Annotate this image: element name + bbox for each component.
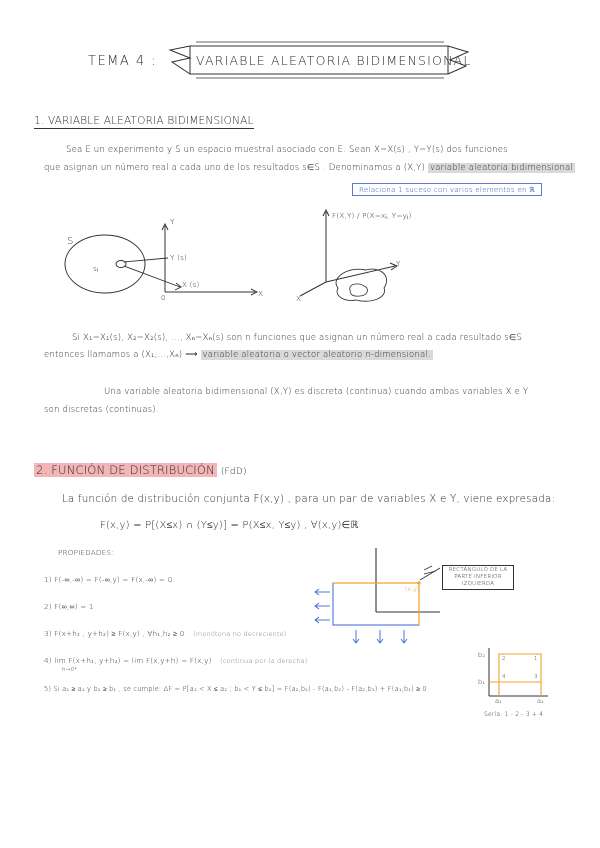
fig4-b2: b₂ [478,651,486,659]
fig4-a1: a₁ [495,697,502,705]
prop-4-note: (continua por la derecha) [220,657,308,665]
section2-heading-suffix: (FdD) [220,467,247,477]
fig4-b1: b₁ [478,678,486,686]
page-title: VARIABLE ALEATORIA BIDIMENSIONAL [196,53,472,68]
fig4-a2: a₂ [537,697,544,705]
fig2-label: F(X,Y) / P(X=xᵢ, Y=yⱼ) [332,211,412,220]
prop-5: 5) Si a₂ ≥ a₁ y b₂ ≥ b₁ , se cumple: ΔF = P[a₁ < X ≤ a₂ ; b₁ < Y ≤ b₂] = F(a₂,b₂) - F(a₁,b₂) - F(a₂,b₁) + F(a₁,b₁) ≥ 0 [44,685,427,693]
s2-formula: F(x,y) = P[(X≤x) ∩ (Y≤y)] = P(X≤x, Y≤y) , ∀(x,y)∈ℝ [100,520,359,531]
s1-para3-line1: Una variable aleatoria bidimensional (X,Y) es discreta (continua) cuando ambas variables X e Y [104,387,529,397]
s1-highlight-vector-aleatorio: variable aleatoria o vector aleatorio n-dimensional. [202,350,431,360]
s1-para2-line1: Si X₁=X₁(s), X₂=X₂(s), ..., Xₙ=Xₙ(s) son n funciones que asignan un número real a cada resultado s∈S [72,333,523,343]
fig2-y-axis: Y [396,259,401,268]
prop-4-text: 4) lim F(x+h₁, y+h₂) = lim F(x,y+h) = F(x,y) [44,656,212,665]
fig1-y-axis: Y [170,217,175,226]
fig1-si-label: sᵢ [93,264,99,273]
prop-2: 2) F(∞,∞) = 1 [44,602,94,611]
fig4-n4: 4 [502,674,506,680]
tema-label: TEMA 4 : [88,54,158,69]
fig4-n1: 1 [534,656,538,662]
s1-para1-line1: Sea E un experimento y S un espacio muestral asociado con E. Sean X=X(s) , Y=Y(s) dos funciones [66,145,508,155]
fig4-caption: Sería: 1 - 2 - 3 + 4 [484,711,544,718]
fig2-x-axis: X [296,294,302,303]
s1-para1-line2-text: que asignan un número real a cada uno de los resultados s∈S . Denominamos a (X,Y) [44,163,426,173]
prop-3-text: 3) F(x+h₁ , y+h₂) ≥ F(x,y) , ∀h₁,h₂ ≥ 0 [44,629,185,638]
s1-para2-line2-text: entonces llamamos a (X₁,...,Xₙ) ⟶ [44,350,198,360]
fig1-xs-label: X (s) [182,280,200,289]
prop-1: 1) F(-∞,-∞) = F(-∞,y) = F(x,-∞) = 0 [44,575,173,584]
fig3-point-label: (x,y) [405,586,420,593]
fig3-box-label-text: RECTÁNGULO DE LA PARTE INFERIOR IZQUIERDA [448,567,508,587]
prop-3-note: (monótona no decreciente) [193,630,287,638]
s1-note-box: Relaciona 1 suceso con varios elementos en ℝ [352,183,542,196]
prop-4-sub: h→0⁺ [62,667,78,673]
section2-heading-text: 2. FUNCIÓN DE DISTRIBUCIÓN [36,463,215,477]
fig4-n2: 2 [502,656,506,662]
fig1-x-axis: X [258,289,264,298]
fig1-origin: 0 [161,293,166,302]
props-title: PROPIEDADES: [58,548,114,557]
s1-highlight-va-bidimensional: variable aleatoria bidimensional [429,163,574,173]
section1-heading-text: 1. VARIABLE ALEATORIA BIDIMENSIONAL [34,115,254,127]
s1-para3-line2: son discretas (continuas). [44,405,159,415]
fig4-n3: 3 [534,674,538,680]
s2-intro: La función de distribución conjunta F(x,y) , para un par de variables X e Y, viene expresada: [62,493,556,505]
fig1-s-label: S [67,236,74,247]
fig1-ys-label: Y (s) [170,253,188,262]
